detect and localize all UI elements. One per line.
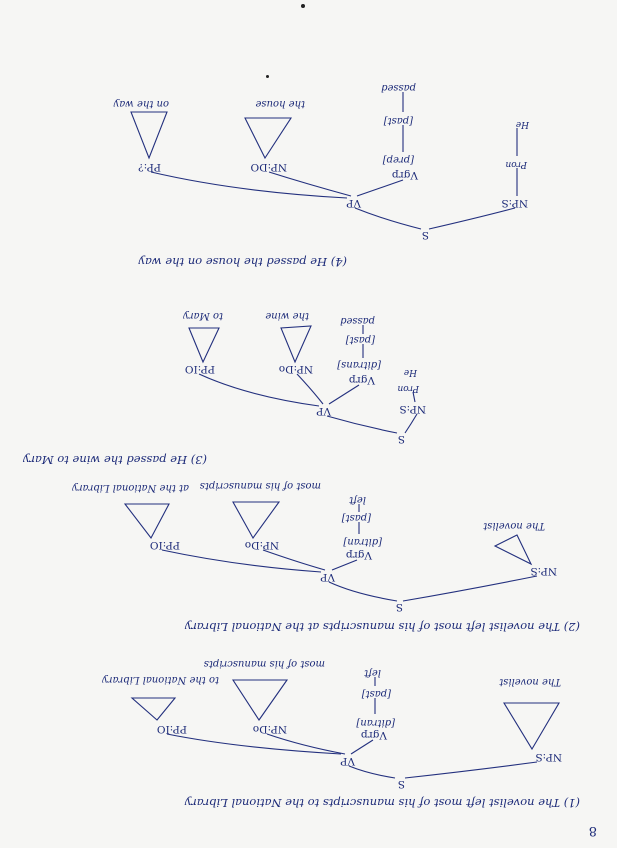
s1-node-np-s: NP:S — [535, 751, 562, 763]
s3-node-vgrp: Vgrp — [348, 374, 375, 386]
s4-feature-prep: [prep] — [382, 154, 414, 165]
s2-leaf-subject: The novelist — [483, 520, 545, 531]
s3-leaf-io: to Mary — [183, 310, 223, 321]
sentence-3: (3) He passed the wine to Mary — [23, 453, 207, 467]
s4-triangle-do — [245, 118, 291, 158]
s2-feature-past: [past] — [341, 512, 371, 523]
s1-branch-s-np — [405, 762, 537, 778]
s4-root-s: S — [421, 229, 429, 241]
s1-triangle-subject — [504, 703, 559, 749]
s3-triangle-io — [189, 328, 219, 362]
s4-node-np-s: NP:S — [501, 197, 528, 209]
s4-branch-vp-ppio — [151, 172, 347, 198]
s2-triangle-io — [125, 504, 169, 538]
s4-branch-s-np — [429, 208, 515, 229]
s1-node-pp-io: PP:IO — [156, 723, 187, 735]
s1-triangle-io — [132, 698, 175, 720]
s1-branch-vp-npdo — [267, 734, 345, 754]
ink-dot — [301, 4, 305, 8]
ink-mark — [266, 75, 269, 78]
s3-branch-np-pron — [413, 392, 415, 402]
s1-feature-past: [past] — [361, 688, 391, 699]
s2-node-vgrp: Vgrp — [345, 549, 372, 561]
s2-leaf-verb: left — [349, 494, 366, 505]
s2-node-np-s: NP:S — [530, 565, 557, 577]
s3-feature-past: [past] — [345, 334, 375, 345]
s3-node-np-do: NP:Do — [278, 363, 313, 375]
s4-node-pron: Pron — [505, 159, 527, 169]
s4-node-np-do: NP:DO — [250, 161, 287, 173]
page-number: 8 — [588, 823, 597, 838]
s2-branch-s-np — [403, 576, 537, 601]
s1-node-vp: VP — [340, 755, 355, 767]
sentence-2: (2) The novelist left most of his manuscripts at the National Library — [184, 620, 580, 634]
s1-node-vgrp: Vgrp — [360, 729, 387, 741]
s3-leaf-do: the wine — [265, 310, 309, 321]
s4-branch-vp-npdo — [269, 172, 351, 196]
s2-branch-vp-vgrp — [332, 560, 357, 570]
s4-leaf-verb: passed — [381, 82, 416, 93]
s1-branch-vp-vgrp — [351, 740, 373, 754]
s2-feature-ditran: [ditran] — [343, 536, 382, 547]
s3-root-s: S — [397, 433, 405, 445]
s1-node-np-do: NP:Do — [252, 723, 287, 735]
s3-branch-vp-vgrp — [329, 385, 359, 404]
s4-leaf-io: on the way — [113, 98, 169, 109]
s1-leaf-subject: The novelist — [499, 676, 561, 687]
s2-node-pp-io: PP:IO — [149, 539, 180, 551]
s4-branch-vp-vgrp — [357, 180, 403, 196]
s3-leaf-verb: passed — [340, 315, 375, 326]
s1-branch-s-vp — [349, 766, 395, 778]
s1-branch-vp-ppio — [167, 734, 341, 754]
s1-leaf-io: to the National Library — [102, 674, 219, 685]
s4-node-pp-question: PP:? — [138, 161, 161, 173]
s1-leaf-verb: left — [364, 667, 381, 678]
sentence-4: (4) He passed the house on the way — [138, 255, 347, 269]
s2-leaf-io: at the National Library — [72, 482, 189, 493]
s4-node-vgrp: Vgrp — [391, 169, 418, 181]
s3-feature-ditrans: [ditrans] — [337, 359, 381, 370]
s4-triangle-io — [131, 112, 167, 158]
s1-triangle-do — [233, 680, 287, 720]
s2-branch-vp-npdo — [263, 550, 325, 570]
s3-branch-s-vp — [327, 416, 397, 433]
s2-node-vp: VP — [320, 571, 335, 583]
s3-node-vp: VP — [316, 405, 331, 417]
s3-node-pp-io: PP:IO — [184, 363, 215, 375]
s1-root-s: S — [397, 778, 405, 790]
s2-triangle-subject — [495, 535, 531, 564]
s4-leaf-subject: He — [515, 119, 529, 129]
s2-triangle-do — [233, 502, 279, 538]
s3-node-pron: Pron — [397, 383, 419, 393]
sentence-1: (1) The novelist left most of his manuscripts to the National Library — [184, 796, 580, 810]
s2-leaf-do: most of his manuscripts — [199, 480, 321, 491]
s4-feature-past: [past] — [383, 115, 413, 126]
s1-feature-ditran: [ditran] — [356, 717, 395, 728]
s3-triangle-do — [281, 326, 311, 362]
s3-branch-s-np — [405, 414, 417, 433]
s4-node-vp: VP — [346, 197, 361, 209]
s2-node-np-do: NP:Do — [244, 539, 279, 551]
s3-node-np-s: NP:S — [399, 403, 426, 415]
s2-branch-s-vp — [329, 582, 397, 601]
s4-leaf-do: the house — [255, 98, 305, 109]
s3-branch-vp-npdo — [297, 374, 323, 404]
s4-branch-s-vp — [355, 208, 421, 229]
s2-root-s: S — [395, 601, 403, 613]
s1-leaf-do: most of his manuscripts — [203, 658, 325, 669]
s3-leaf-subject: He — [403, 367, 417, 377]
